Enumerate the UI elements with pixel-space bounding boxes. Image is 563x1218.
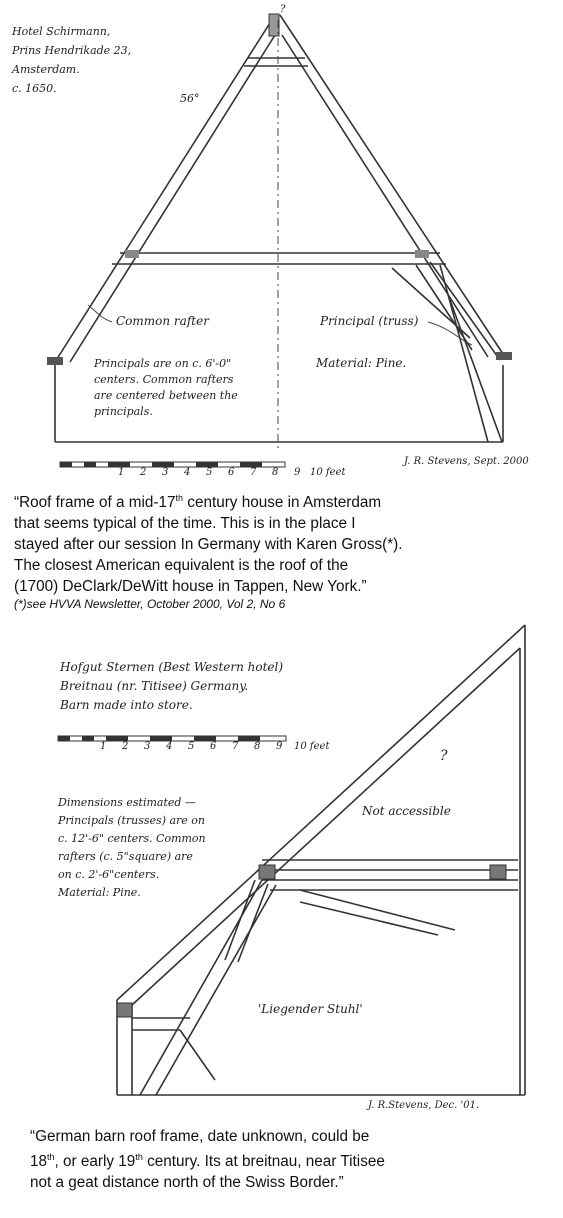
dimensions-line-2: Principals (trusses) are on <box>58 814 206 827</box>
caption2-line-3: not a geat distance north of the Swiss Border.” <box>30 1174 344 1192</box>
principal-truss-label: Principal (truss) <box>320 314 419 328</box>
bottom-scale-3: 3 <box>144 741 151 752</box>
principals-note-line-2: centers. Common rafters <box>94 373 234 386</box>
caption1-line-3: stayed after our session In Germany with Karen Gross(*). <box>14 536 403 554</box>
caption1-line-1b: century house in Amsterdam <box>183 494 382 512</box>
bottom-scale-7: 7 <box>232 741 239 752</box>
principals-note-line-1: Principals are on c. 6'-0" <box>94 357 232 370</box>
principals-note-line-3: are centered between the <box>94 389 238 402</box>
common-rafter-label: Common rafter <box>116 314 209 328</box>
angle-label: 56° <box>180 92 200 105</box>
bottom-location-line-2: Breitnau (nr. Titisee) Germany. <box>60 679 249 693</box>
caption1-sup: th <box>175 493 184 503</box>
bottom-scale-6: 6 <box>210 741 217 752</box>
dimensions-line-3: c. 12'-6" centers. Common <box>58 832 206 845</box>
dimensions-line-5: on c. 2'-6"centers. <box>58 868 160 881</box>
bottom-scale-4: 4 <box>166 741 173 752</box>
not-accessible-label: Not accessible <box>362 804 451 818</box>
top-scale-5: 5 <box>206 467 213 478</box>
caption2-sup-1: th <box>47 1152 55 1162</box>
caption1-note: (*)see HVVA Newsletter, October 2000, Vol 2, No 6 <box>14 597 286 612</box>
bottom-signature: J. R.Stevens, Dec. '01. <box>368 1100 480 1111</box>
top-scale-9: 9 <box>294 467 301 478</box>
liegender-stuhl-label: 'Liegender Stuhl' <box>258 1002 363 1016</box>
bottom-question-mark: ? <box>440 748 448 764</box>
bottom-location-line-3: Barn made into store. <box>60 698 193 712</box>
caption1-line-4: The closest American equivalent is the roof of the <box>14 557 349 575</box>
top-scale-4: 4 <box>184 467 191 478</box>
bottom-location-label <box>60 658 283 715</box>
dimensions-line-1: Dimensions estimated — <box>58 796 196 809</box>
top-location-line-2: Prins Hendrikade 23, <box>12 44 132 57</box>
top-signature: J. R. Stevens, Sept. 2000 <box>404 456 529 467</box>
top-scale-10: 10 feet <box>310 467 346 478</box>
caption-german-barn <box>30 1126 550 1193</box>
bottom-scale-9: 9 <box>276 741 283 752</box>
top-scale-1: 1 <box>118 467 125 478</box>
bottom-scale-8: 8 <box>254 741 261 752</box>
inclined-post-2 <box>156 885 276 1095</box>
plate-block-b <box>117 1003 132 1017</box>
caption2-sup-2: th <box>135 1152 143 1162</box>
bottom-scale-10: 10 feet <box>294 741 330 752</box>
top-scale-8: 8 <box>272 467 279 478</box>
strut-1 <box>180 1030 215 1080</box>
top-scale-3: 3 <box>162 467 169 478</box>
caption2-line-1: “German barn roof frame, date unknown, could be <box>30 1128 370 1145</box>
dimensions-note <box>58 794 206 902</box>
top-scale-6: 6 <box>228 467 235 478</box>
bottom-scale-2: 2 <box>122 741 129 752</box>
top-material-label: Material: Pine. <box>316 356 407 370</box>
top-question-mark: ? <box>280 4 286 15</box>
brace-1 <box>300 890 455 930</box>
bottom-location-line-1: Hofgut Sternen (Best Western hotel) <box>60 660 284 674</box>
top-location-line-3: Amsterdam. <box>12 63 80 76</box>
caption2-line-2b: , or early 19 <box>54 1153 136 1171</box>
caption1-line-5: (1700) DeClark/DeWitt house in Tappen, New York.” <box>14 578 367 596</box>
caption2-line-2 <box>30 1147 550 1172</box>
caption1-line-2: that seems typical of the time. This is in the place I <box>14 515 356 533</box>
purlin-block-left <box>259 865 275 879</box>
brace-2 <box>300 902 438 935</box>
top-scale-7: 7 <box>250 467 257 478</box>
top-location-line-1: Hotel Schirmann, <box>12 25 111 38</box>
caption2-line-2a: 18 <box>30 1153 48 1171</box>
caption1-line-1a: “Roof frame of a mid-17 <box>14 494 176 512</box>
caption2-line-2c: century. Its at breitnau, near Titisee <box>142 1153 385 1171</box>
principals-note-line-4: principals. <box>94 405 153 418</box>
top-location-line-4: c. 1650. <box>12 82 57 95</box>
bottom-scale-1: 1 <box>100 741 107 752</box>
dimensions-line-6: Material: Pine. <box>58 886 141 899</box>
purlin-block-right <box>490 865 506 879</box>
top-scale-2: 2 <box>140 467 147 478</box>
bottom-scale-5: 5 <box>188 741 195 752</box>
dimensions-line-4: rafters (c. 5"square) are <box>58 850 193 863</box>
